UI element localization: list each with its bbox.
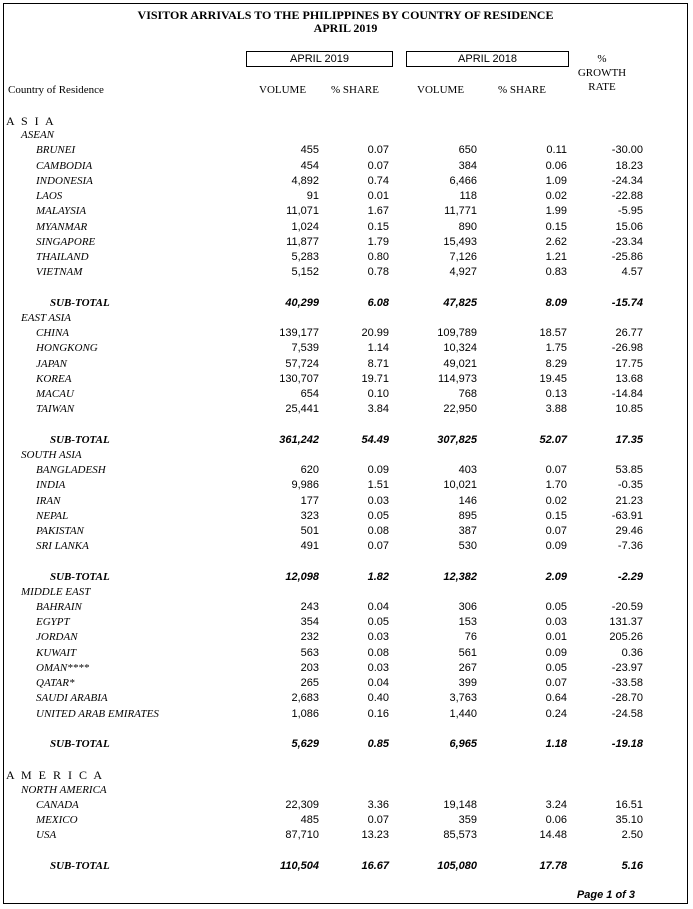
share-2018-cell: 0.09 xyxy=(545,646,567,659)
volume-2019-cell: 139,177 xyxy=(279,327,319,340)
country-name: THAILAND xyxy=(36,250,89,263)
growth-rate-cell: -26.98 xyxy=(611,342,643,355)
spacer-row xyxy=(4,555,687,570)
volume-2018-cell: 7,126 xyxy=(449,250,477,263)
table-row xyxy=(4,525,687,540)
growth-rate-cell: 35.10 xyxy=(615,814,643,827)
share-2018-cell: 0.09 xyxy=(545,540,567,553)
spacer-row xyxy=(4,753,687,768)
table-row xyxy=(4,190,687,205)
volume-2019-cell: 620 xyxy=(300,464,319,477)
volume-2018-cell: 6,466 xyxy=(449,174,477,187)
share-2019-cell: 0.03 xyxy=(367,661,389,674)
country-name: IRAN xyxy=(36,494,61,507)
country-name: VIETNAM xyxy=(36,266,83,279)
growth-rate-header xyxy=(572,52,632,94)
country-name: QATAR* xyxy=(36,677,75,690)
country-name: BAHRAIN xyxy=(36,601,82,614)
share-2018-cell: 0.11 xyxy=(546,144,567,157)
country-name: SAUDI ARABIA xyxy=(36,692,108,705)
table-row xyxy=(4,266,687,281)
subregion-row xyxy=(4,784,687,799)
growth-rate-cell: 15.06 xyxy=(615,220,643,233)
country-name: PAKISTAN xyxy=(36,524,84,537)
share-2019-cell: 0.80 xyxy=(367,250,389,263)
subtotal-label: SUB-TOTAL xyxy=(50,433,110,446)
volume-2019-cell: 25,441 xyxy=(285,403,319,416)
share-2018-cell: 0.06 xyxy=(545,814,567,827)
region-label: A S I A xyxy=(6,114,56,128)
share-2019-cell: 0.40 xyxy=(367,692,389,705)
growth-rate-cell: 17.75 xyxy=(615,357,643,370)
volume-2019-cell: 243 xyxy=(300,601,319,614)
share-2018-cell: 8.09 xyxy=(545,296,567,309)
page-number: Page 1 of 3 xyxy=(576,889,635,901)
country-name: INDIA xyxy=(36,479,66,492)
table-row xyxy=(4,464,687,479)
growth-rate-cell: 29.46 xyxy=(615,524,643,537)
volume-2018-cell: 387 xyxy=(458,524,477,537)
volume-2019-cell: 232 xyxy=(300,631,319,644)
volume-2019-cell: 491 xyxy=(300,540,319,553)
country-name: KOREA xyxy=(36,372,72,385)
growth-rate-cell: 26.77 xyxy=(615,327,643,340)
report-title: VISITOR ARRIVALS TO THE PHILIPPINES BY COUNTRY OF RESIDENCE xyxy=(137,8,554,22)
table-row xyxy=(4,160,687,175)
volume-2018-cell: 19,148 xyxy=(443,798,477,811)
table-row xyxy=(4,342,687,357)
volume-2018-cell: 267 xyxy=(458,661,477,674)
share-2018-cell: 3.88 xyxy=(545,403,567,416)
table-row xyxy=(4,221,687,236)
share-2019-cell: 0.07 xyxy=(367,814,389,827)
volume-2018-cell: 105,080 xyxy=(437,859,477,872)
share-2019-cell: 0.78 xyxy=(367,266,389,279)
country-name: USA xyxy=(36,829,57,842)
share-2019-cell: 0.15 xyxy=(367,220,389,233)
subtotal-label: SUB-TOTAL xyxy=(50,738,110,751)
share-2019-cell: 1.51 xyxy=(367,479,389,492)
country-name: BRUNEI xyxy=(36,144,76,157)
growth-rate-cell: -63.91 xyxy=(611,509,643,522)
volume-2019-cell: 501 xyxy=(300,524,319,537)
volume-2018-cell: 109,789 xyxy=(437,327,477,340)
share-2019-cell: 0.85 xyxy=(367,738,389,751)
share-2019-cell: 0.05 xyxy=(367,616,389,629)
volume-2019-cell: 5,283 xyxy=(291,250,319,263)
growth-rate-cell: -7.36 xyxy=(617,540,643,553)
volume-2019-cell: 177 xyxy=(300,494,319,507)
table-row xyxy=(4,388,687,403)
share-2018-cell: 1.18 xyxy=(545,738,567,751)
share-2018-cell: 0.02 xyxy=(545,494,567,507)
share-2019-cell: 13.23 xyxy=(361,829,389,842)
share-2018-cell: 0.07 xyxy=(545,677,567,690)
growth-header-line-1: % xyxy=(597,53,607,65)
table-row xyxy=(4,144,687,159)
table-row xyxy=(4,327,687,342)
growth-rate-cell: 5.16 xyxy=(621,859,643,872)
share-2018-cell: 0.02 xyxy=(545,190,567,203)
share-2018-cell: 14.48 xyxy=(539,829,567,842)
share-2018-cell: 0.06 xyxy=(545,159,567,172)
volume-2019-cell: 654 xyxy=(300,387,319,400)
share-2018-cell: 1.70 xyxy=(545,479,567,492)
volume-2018-cell: 47,825 xyxy=(443,296,477,309)
growth-rate-cell: -25.86 xyxy=(611,250,643,263)
share-2019-cell: 19.71 xyxy=(361,372,389,385)
share-2018-cell: 1.99 xyxy=(545,205,567,218)
country-name: EGYPT xyxy=(36,616,70,629)
growth-rate-cell: 21.23 xyxy=(615,494,643,507)
country-name: LAOS xyxy=(36,190,63,203)
growth-header-line-2: GROWTH xyxy=(577,67,627,79)
growth-rate-cell: -19.18 xyxy=(611,738,643,751)
share-2018-cell: 0.15 xyxy=(545,509,567,522)
growth-rate-cell: 53.85 xyxy=(615,464,643,477)
table-row xyxy=(4,175,687,190)
volume-2018-cell: 403 xyxy=(458,464,477,477)
growth-rate-cell: 16.51 xyxy=(615,798,643,811)
share-2018-cell: 0.07 xyxy=(545,524,567,537)
table-row xyxy=(4,829,687,844)
table-row xyxy=(4,601,687,616)
country-name: NEPAL xyxy=(36,509,69,522)
share-2019-cell: 0.07 xyxy=(367,159,389,172)
volume-2018-header: VOLUME xyxy=(417,84,465,96)
volume-2019-cell: 11,877 xyxy=(286,235,319,248)
subregion-row xyxy=(4,449,687,464)
volume-2018-cell: 359 xyxy=(458,814,477,827)
growth-header-line-3: RATE xyxy=(588,81,616,93)
share-2018-cell: 18.57 xyxy=(539,327,567,340)
table-row xyxy=(4,540,687,555)
growth-rate-cell: -23.97 xyxy=(611,661,643,674)
share-2019-cell: 16.67 xyxy=(361,859,389,872)
volume-2019-header: VOLUME xyxy=(259,84,307,96)
country-name: SINGAPORE xyxy=(36,235,96,248)
country-name: MALAYSIA xyxy=(36,205,87,218)
volume-2019-cell: 455 xyxy=(300,144,319,157)
volume-2018-cell: 146 xyxy=(458,494,477,507)
growth-rate-cell: 13.68 xyxy=(615,372,643,385)
volume-2018-cell: 530 xyxy=(458,540,477,553)
growth-rate-cell: -22.88 xyxy=(611,190,643,203)
growth-rate-cell: 131.37 xyxy=(609,616,643,629)
country-name: OMAN**** xyxy=(36,661,90,674)
country-name: CAMBODIA xyxy=(36,159,93,172)
share-2019-cell: 1.14 xyxy=(367,342,389,355)
country-name: TAIWAN xyxy=(36,403,75,416)
growth-rate-cell: 2.50 xyxy=(621,829,643,842)
subregion-row xyxy=(4,129,687,144)
table-row xyxy=(4,373,687,388)
table-row xyxy=(4,677,687,692)
volume-2018-cell: 768 xyxy=(458,387,477,400)
document-page xyxy=(3,3,688,904)
table-row xyxy=(4,495,687,510)
share-2019-cell: 0.07 xyxy=(367,540,389,553)
table-row xyxy=(4,631,687,646)
country-name: CANADA xyxy=(36,798,79,811)
country-name: CHINA xyxy=(36,327,69,340)
share-2019-cell: 6.08 xyxy=(367,296,389,309)
share-2018-cell: 0.64 xyxy=(545,692,567,705)
share-2019-cell: 0.01 xyxy=(367,190,389,203)
subtotal-label: SUB-TOTAL xyxy=(50,570,110,583)
volume-2019-cell: 485 xyxy=(300,814,319,827)
share-2019-cell: 0.05 xyxy=(367,509,389,522)
table-row xyxy=(4,205,687,220)
table-row xyxy=(4,647,687,662)
country-name: KUWAIT xyxy=(36,646,77,659)
share-2018-cell: 3.24 xyxy=(545,798,567,811)
share-2018-cell: 8.29 xyxy=(545,357,567,370)
volume-2018-cell: 10,324 xyxy=(443,342,477,355)
subregion-label: SOUTH ASIA xyxy=(21,448,82,461)
volume-2019-cell: 12,098 xyxy=(285,570,319,583)
volume-2019-cell: 7,539 xyxy=(291,342,319,355)
share-2019-cell: 0.08 xyxy=(367,524,389,537)
growth-rate-cell: -20.59 xyxy=(611,601,643,614)
volume-2018-cell: 11,771 xyxy=(444,205,477,218)
growth-rate-cell: -14.84 xyxy=(611,387,643,400)
share-2019-cell: 0.16 xyxy=(367,707,389,720)
share-2018-header: % SHARE xyxy=(498,84,546,96)
growth-rate-cell: 4.57 xyxy=(621,266,643,279)
table-row xyxy=(4,814,687,829)
share-2019-cell: 0.10 xyxy=(367,387,389,400)
share-2019-cell: 0.08 xyxy=(367,646,389,659)
country-name: MYANMAR xyxy=(36,220,88,233)
volume-2018-cell: 306 xyxy=(458,601,477,614)
table-row xyxy=(4,236,687,251)
volume-2018-cell: 22,950 xyxy=(443,403,477,416)
share-2019-cell: 0.09 xyxy=(367,464,389,477)
share-2018-cell: 2.09 xyxy=(545,570,567,583)
volume-2018-cell: 1,440 xyxy=(449,707,477,720)
subtotal-row xyxy=(4,860,687,875)
subregion-row xyxy=(4,586,687,601)
growth-rate-cell: 205.26 xyxy=(609,631,643,644)
country-name: MACAU xyxy=(36,387,74,400)
region-label: A M E R I C A xyxy=(6,768,105,783)
growth-rate-cell: -0.35 xyxy=(617,479,643,492)
table-row xyxy=(4,479,687,494)
growth-rate-cell: -2.29 xyxy=(617,570,643,583)
share-2019-cell: 1.79 xyxy=(367,235,389,248)
spacer-row xyxy=(4,723,687,738)
share-2018-cell: 1.21 xyxy=(545,250,567,263)
volume-2019-cell: 40,299 xyxy=(285,296,319,309)
table-row xyxy=(4,251,687,266)
table-row xyxy=(4,662,687,677)
volume-2019-cell: 5,629 xyxy=(291,738,319,751)
country-name: MEXICO xyxy=(36,814,78,827)
share-2018-cell: 0.07 xyxy=(545,464,567,477)
volume-2019-cell: 9,986 xyxy=(291,479,319,492)
volume-2018-cell: 153 xyxy=(458,616,477,629)
country-name: UNITED ARAB EMIRATES xyxy=(36,707,159,720)
table-row xyxy=(4,708,687,723)
region-row xyxy=(4,768,687,783)
volume-2019-cell: 203 xyxy=(300,661,319,674)
volume-2019-cell: 2,683 xyxy=(291,692,319,705)
share-2018-cell: 0.03 xyxy=(545,616,567,629)
volume-2019-cell: 323 xyxy=(300,509,319,522)
country-name: SRI LANKA xyxy=(36,540,89,553)
subregion-label: ASEAN xyxy=(21,129,54,142)
table-row xyxy=(4,616,687,631)
volume-2018-cell: 399 xyxy=(458,677,477,690)
volume-2019-cell: 87,710 xyxy=(285,829,319,842)
share-2019-cell: 1.82 xyxy=(367,570,389,583)
volume-2018-cell: 384 xyxy=(458,159,477,172)
spacer-row xyxy=(4,281,687,296)
share-2019-cell: 54.49 xyxy=(361,433,389,446)
country-name: INDONESIA xyxy=(36,174,93,187)
share-2019-cell: 0.04 xyxy=(367,677,389,690)
growth-rate-cell: -23.34 xyxy=(611,235,643,248)
share-2018-cell: 0.83 xyxy=(545,266,567,279)
share-2019-cell: 0.03 xyxy=(367,631,389,644)
subtotal-row xyxy=(4,738,687,753)
volume-2018-cell: 650 xyxy=(458,144,477,157)
period-2019-header: APRIL 2019 xyxy=(246,51,393,67)
volume-2018-cell: 307,825 xyxy=(437,433,477,446)
growth-rate-cell: -24.34 xyxy=(611,174,643,187)
country-name: JAPAN xyxy=(36,357,67,370)
country-column-header: Country of Residence xyxy=(8,84,104,96)
share-2019-header: % SHARE xyxy=(331,84,379,96)
share-2019-cell: 0.03 xyxy=(367,494,389,507)
table-row xyxy=(4,692,687,707)
table-row xyxy=(4,799,687,814)
share-2018-cell: 19.45 xyxy=(539,372,567,385)
volume-2019-cell: 265 xyxy=(300,677,319,690)
volume-2019-cell: 110,504 xyxy=(280,859,319,872)
subtotal-row xyxy=(4,434,687,449)
growth-rate-cell: -30.00 xyxy=(611,144,643,157)
volume-2019-cell: 563 xyxy=(300,646,319,659)
table-row xyxy=(4,403,687,418)
subregion-row xyxy=(4,312,687,327)
volume-2018-cell: 49,021 xyxy=(443,357,477,370)
volume-2019-cell: 354 xyxy=(300,616,319,629)
volume-2018-cell: 895 xyxy=(458,509,477,522)
share-2018-cell: 2.62 xyxy=(545,235,567,248)
country-name: HONGKONG xyxy=(36,342,98,355)
volume-2019-cell: 361,242 xyxy=(279,433,319,446)
subregion-label: MIDDLE EAST xyxy=(21,585,91,598)
growth-rate-cell: -24.58 xyxy=(611,707,643,720)
share-2018-cell: 0.01 xyxy=(545,631,567,644)
share-2018-cell: 1.75 xyxy=(545,342,567,355)
volume-2018-cell: 10,021 xyxy=(443,479,477,492)
share-2019-cell: 20.99 xyxy=(361,327,389,340)
share-2019-cell: 8.71 xyxy=(367,357,389,370)
spacer-row xyxy=(4,845,687,860)
volume-2019-cell: 5,152 xyxy=(291,266,319,279)
share-2019-cell: 3.36 xyxy=(367,798,389,811)
share-2018-cell: 0.24 xyxy=(545,707,567,720)
growth-rate-cell: -33.58 xyxy=(611,677,643,690)
growth-rate-cell: -28.70 xyxy=(611,692,643,705)
volume-2019-cell: 91 xyxy=(306,190,319,203)
subtotal-row xyxy=(4,571,687,586)
share-2018-cell: 17.78 xyxy=(539,859,567,872)
volume-2018-cell: 3,763 xyxy=(449,692,477,705)
subregion-label: EAST ASIA xyxy=(21,311,72,324)
share-2018-cell: 52.07 xyxy=(539,433,567,446)
share-2018-cell: 0.05 xyxy=(545,661,567,674)
report-period: APRIL 2019 xyxy=(313,21,378,35)
volume-2019-cell: 4,892 xyxy=(291,174,319,187)
volume-2019-cell: 22,309 xyxy=(285,798,319,811)
country-name: BANGLADESH xyxy=(36,464,106,477)
growth-rate-cell: 18.23 xyxy=(615,159,643,172)
share-2019-cell: 3.84 xyxy=(367,403,389,416)
growth-rate-cell: 17.35 xyxy=(615,433,643,446)
volume-2018-cell: 114,973 xyxy=(438,372,477,385)
volume-2019-cell: 57,724 xyxy=(285,357,319,370)
volume-2018-cell: 6,965 xyxy=(449,738,477,751)
volume-2019-cell: 130,707 xyxy=(279,372,319,385)
growth-rate-cell: -5.95 xyxy=(617,205,643,218)
volume-2018-cell: 890 xyxy=(458,220,477,233)
volume-2019-cell: 454 xyxy=(300,159,319,172)
subregion-label: NORTH AMERICA xyxy=(21,783,107,796)
share-2018-cell: 0.05 xyxy=(545,601,567,614)
growth-rate-cell: 10.85 xyxy=(615,403,643,416)
share-2018-cell: 0.13 xyxy=(545,387,567,400)
share-2018-cell: 0.15 xyxy=(545,220,567,233)
volume-2018-cell: 561 xyxy=(458,646,477,659)
volume-2018-cell: 4,927 xyxy=(449,266,477,279)
volume-2018-cell: 76 xyxy=(464,631,477,644)
subtotal-row xyxy=(4,297,687,312)
volume-2019-cell: 1,024 xyxy=(291,220,319,233)
growth-rate-cell: 0.36 xyxy=(621,646,643,659)
subtotal-label: SUB-TOTAL xyxy=(50,859,110,872)
share-2019-cell: 0.74 xyxy=(367,174,389,187)
period-2018-header: APRIL 2018 xyxy=(406,51,569,67)
volume-2019-cell: 1,086 xyxy=(291,707,319,720)
growth-rate-cell: -15.74 xyxy=(611,296,643,309)
volume-2018-cell: 85,573 xyxy=(443,829,477,842)
share-2019-cell: 0.04 xyxy=(367,601,389,614)
spacer-row xyxy=(4,418,687,433)
country-name: JORDAN xyxy=(36,631,78,644)
volume-2018-cell: 12,382 xyxy=(443,570,477,583)
subtotal-label: SUB-TOTAL xyxy=(50,296,110,309)
share-2019-cell: 0.07 xyxy=(367,144,389,157)
volume-2018-cell: 118 xyxy=(459,190,477,203)
share-2019-cell: 1.67 xyxy=(367,205,389,218)
volume-2019-cell: 11,071 xyxy=(286,205,319,218)
region-row xyxy=(4,114,687,129)
share-2018-cell: 1.09 xyxy=(545,174,567,187)
table-row xyxy=(4,358,687,373)
volume-2018-cell: 15,493 xyxy=(443,235,477,248)
table-row xyxy=(4,510,687,525)
